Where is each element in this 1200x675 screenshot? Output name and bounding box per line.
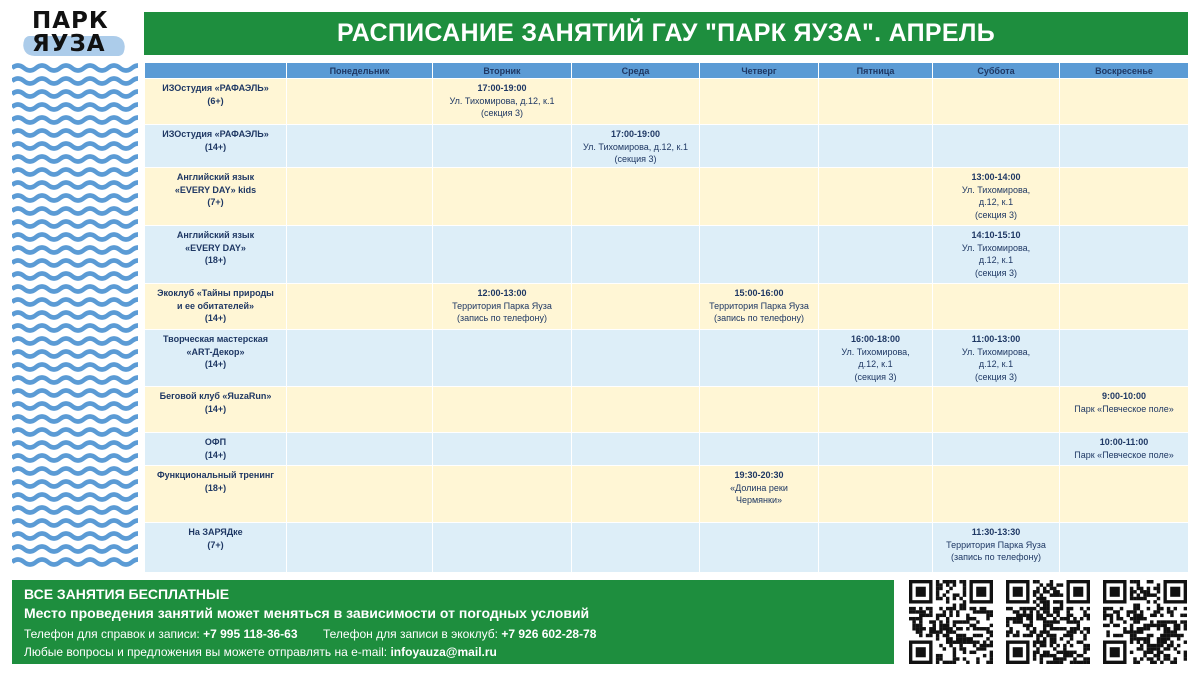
header-day: Суббота — [933, 63, 1060, 79]
ecoclub-phone-number[interactable]: +7 926 602-28-78 — [501, 627, 597, 641]
schedule-row — [145, 330, 1189, 387]
park-yauza-logo — [22, 10, 132, 56]
schedule-cell — [572, 523, 700, 573]
weather-notice: Место проведения занятий может меняться в зависимости от погодных условий — [24, 605, 590, 621]
header-day: Среда — [572, 63, 700, 79]
session-location: (секция 3) — [975, 371, 1017, 382]
schedule-row — [145, 79, 1189, 125]
schedule-cell — [933, 79, 1060, 125]
session-time: 12:00-13:00 — [477, 288, 527, 298]
activity-name — [145, 284, 287, 330]
schedule-cell — [287, 433, 433, 466]
session-location: (секция 3) — [481, 108, 523, 118]
schedule-cell — [433, 226, 572, 284]
session-time: 14:10-15:10 — [971, 230, 1021, 240]
activity-line: (14+) — [204, 313, 227, 323]
schedule-cell — [1060, 523, 1189, 573]
session-location: Парк «Певческое поле» — [1074, 403, 1174, 414]
qr-code-icon[interactable] — [1103, 580, 1187, 664]
info-footer — [12, 580, 894, 664]
session-location: (секция 3) — [614, 154, 657, 164]
phone-label: Телефон для справок и записи: — [24, 627, 204, 641]
schedule-cell — [819, 433, 933, 466]
session-location: «Долина реки — [730, 482, 788, 493]
session-time: 17:00-19:00 — [477, 83, 527, 93]
schedule-cell — [700, 226, 819, 284]
schedule-cell — [819, 284, 933, 330]
schedule-cell — [819, 226, 933, 284]
session-location: (запись по телефону) — [714, 313, 804, 323]
activity-line: Английский язык — [176, 230, 255, 240]
email-info — [24, 645, 497, 659]
schedule-cell — [433, 433, 572, 466]
session-location: Ул. Тихомирова, д.12, к.1 — [449, 95, 555, 106]
schedule-cell — [287, 466, 433, 523]
session-location: (секция 3) — [975, 209, 1017, 220]
activity-name — [145, 226, 287, 284]
schedule-cell — [1060, 466, 1189, 523]
activity-line: (18+) — [204, 482, 227, 493]
schedule-cell — [1060, 387, 1189, 433]
schedule-cell — [433, 79, 572, 125]
free-notice: ВСЕ ЗАНЯТИЯ БЕСПЛАТНЫЕ — [24, 586, 230, 602]
schedule-header-row — [145, 63, 1189, 79]
session-time: 10:00-11:00 — [1099, 437, 1149, 447]
activity-line: (14+) — [204, 141, 227, 152]
session-location: Ул. Тихомирова, — [961, 184, 1031, 195]
session-location: д.12, к.1 — [978, 197, 1014, 207]
logo-line-2: ЯУЗА — [32, 31, 106, 57]
activity-name — [145, 433, 287, 466]
activity-line: «EVERY DAY» — [185, 242, 246, 253]
page-title: РАСПИСАНИЕ ЗАНЯТИЙ ГАУ "ПАРК ЯУЗА". АПРЕЛЬ — [144, 12, 1188, 55]
session-location: Чермянки» — [735, 495, 782, 505]
schedule-row — [145, 466, 1189, 523]
schedule-cell — [1060, 125, 1189, 168]
schedule-row — [145, 226, 1189, 284]
schedule-cell — [287, 330, 433, 387]
schedule-cell — [287, 284, 433, 330]
schedule-cell — [572, 387, 700, 433]
schedule-cell — [700, 125, 819, 168]
schedule-cell — [700, 79, 819, 125]
schedule-row — [145, 168, 1189, 226]
activity-line: Творческая мастерская — [163, 334, 268, 344]
schedule-cell — [433, 168, 572, 226]
activity-line: (14+) — [204, 403, 227, 414]
schedule-cell — [572, 466, 700, 523]
schedule-cell — [1060, 168, 1189, 226]
session-location: Ул. Тихомирова, — [961, 242, 1031, 253]
activity-line: На ЗАРЯДке — [188, 527, 243, 537]
activity-name — [145, 168, 287, 226]
schedule-cell — [287, 79, 433, 125]
schedule-cell — [700, 330, 819, 387]
schedule-cell — [572, 433, 700, 466]
session-location: Территория Парка Яуза — [709, 300, 809, 311]
session-time: 17:00-19:00 — [610, 129, 661, 139]
schedule-cell — [819, 523, 933, 573]
schedule-cell — [1060, 284, 1189, 330]
qr-code-icon[interactable] — [909, 580, 993, 664]
activity-name — [145, 523, 287, 573]
schedule-cell — [572, 284, 700, 330]
session-time: 13:00-14:00 — [971, 172, 1021, 182]
schedule-row — [145, 523, 1189, 573]
schedule-cell — [700, 387, 819, 433]
schedule-cell — [572, 125, 700, 168]
schedule-cell — [433, 387, 572, 433]
session-location: Территория Парка Яуза — [452, 300, 552, 311]
activity-line: (14+) — [204, 449, 227, 460]
schedule-cell — [700, 168, 819, 226]
phone-info — [24, 627, 298, 641]
schedule-cell — [287, 168, 433, 226]
schedule-cell — [572, 226, 700, 284]
schedule-cell — [933, 330, 1060, 387]
activity-line: Английский язык — [176, 172, 255, 182]
session-location: д.12, к.1 — [978, 255, 1014, 265]
schedule-cell — [433, 523, 572, 573]
activity-name — [145, 125, 287, 168]
activity-line: (6+) — [207, 95, 224, 106]
schedule-cell — [819, 330, 933, 387]
schedule-cell — [933, 387, 1060, 433]
activity-line: и ее обитателей» — [176, 300, 255, 311]
session-location: (секция 3) — [854, 371, 897, 382]
schedule-cell — [933, 125, 1060, 168]
schedule-row — [145, 387, 1189, 433]
schedule-cell — [933, 168, 1060, 226]
session-location: Парк «Певческое поле» — [1074, 449, 1174, 460]
session-time: 15:00-16:00 — [734, 288, 784, 298]
schedule-cell — [819, 387, 933, 433]
session-location: д.12, к.1 — [858, 359, 893, 369]
schedule-row — [145, 284, 1189, 330]
header-day: Пятница — [819, 63, 933, 79]
schedule-cell — [572, 79, 700, 125]
schedule-cell — [433, 330, 572, 387]
schedule-cell — [933, 284, 1060, 330]
schedule-cell — [433, 284, 572, 330]
session-location: д.12, к.1 — [978, 359, 1014, 369]
session-time: 19:30-20:30 — [734, 470, 784, 480]
activity-line: ИЗОстудия «РАФАЭЛЬ» — [162, 129, 269, 139]
schedule-cell — [572, 330, 700, 387]
activity-name — [145, 79, 287, 125]
schedule-cell — [819, 79, 933, 125]
header-day: Вторник — [433, 63, 572, 79]
schedule-cell — [287, 125, 433, 168]
schedule-cell — [1060, 330, 1189, 387]
schedule-cell — [700, 433, 819, 466]
logo-line-1: ПАРК — [32, 8, 109, 34]
schedule-cell — [433, 466, 572, 523]
schedule-table — [144, 62, 1189, 573]
activity-line: ИЗОстудия «РАФАЭЛЬ» — [162, 83, 269, 93]
qr-code-icon[interactable] — [1006, 580, 1090, 664]
schedule-cell — [700, 466, 819, 523]
schedule-cell — [572, 168, 700, 226]
activity-line: ОФП — [204, 437, 227, 447]
schedule-cell — [933, 523, 1060, 573]
schedule-cell — [433, 125, 572, 168]
email-label: Любые вопросы и предложения вы можете отправлять на e-mail: — [24, 645, 391, 659]
session-location: Ул. Тихомирова, д.12, к.1 — [582, 141, 689, 152]
session-location: Территория Парка Яуза — [946, 539, 1046, 550]
activity-line: (7+) — [207, 539, 224, 550]
schedule-cell — [287, 523, 433, 573]
session-location: (запись по телефону) — [951, 552, 1041, 562]
activity-line: Беговой клуб «ЯuzaRun» — [159, 391, 272, 401]
schedule-cell — [287, 387, 433, 433]
schedule-cell — [1060, 433, 1189, 466]
schedule-cell — [287, 226, 433, 284]
schedule-cell — [700, 284, 819, 330]
wave-decoration-icon — [12, 62, 138, 574]
activity-line: Экоклуб «Тайны природы — [157, 288, 274, 298]
session-time: 16:00-18:00 — [850, 334, 901, 344]
schedule-cell — [933, 466, 1060, 523]
session-location: (запись по телефону) — [457, 313, 547, 323]
ecoclub-phone-info — [323, 627, 596, 641]
activity-line: (7+) — [207, 197, 224, 207]
schedule-cell — [1060, 226, 1189, 284]
schedule-cell — [700, 523, 819, 573]
session-time: 9:00-10:00 — [1101, 391, 1147, 401]
schedule-cell — [819, 466, 933, 523]
activity-line: (18+) — [204, 255, 227, 265]
header-activity — [145, 63, 287, 79]
session-time: 11:30-13:30 — [971, 527, 1021, 537]
schedule-cell — [933, 226, 1060, 284]
activity-name — [145, 330, 287, 387]
schedule-cell — [819, 125, 933, 168]
header-day: Четверг — [700, 63, 819, 79]
activity-line: «ART-Декор» — [186, 346, 245, 357]
schedule-cell — [819, 168, 933, 226]
phone-number[interactable]: +7 995 118-36-63 — [203, 627, 298, 641]
header-day: Понедельник — [287, 63, 433, 79]
ecoclub-phone-label: Телефон для записи в экоклуб: — [323, 627, 502, 641]
activity-line: (14+) — [204, 359, 227, 369]
header-day: Воскресенье — [1060, 63, 1189, 79]
activity-line: Функциональный тренинг — [156, 470, 275, 480]
activity-name — [145, 466, 287, 523]
session-location: Ул. Тихомирова, — [961, 346, 1031, 357]
session-location: (секция 3) — [975, 267, 1017, 278]
schedule-cell — [1060, 79, 1189, 125]
schedule-cell — [933, 433, 1060, 466]
activity-name — [145, 387, 287, 433]
activity-line: «EVERY DAY» kids — [174, 184, 257, 195]
session-time: 11:00-13:00 — [971, 334, 1021, 344]
schedule-row — [145, 125, 1189, 168]
schedule-row — [145, 433, 1189, 466]
session-location: Ул. Тихомирова, — [841, 346, 910, 357]
email-address[interactable]: infoyauza@mail.ru — [390, 645, 497, 659]
